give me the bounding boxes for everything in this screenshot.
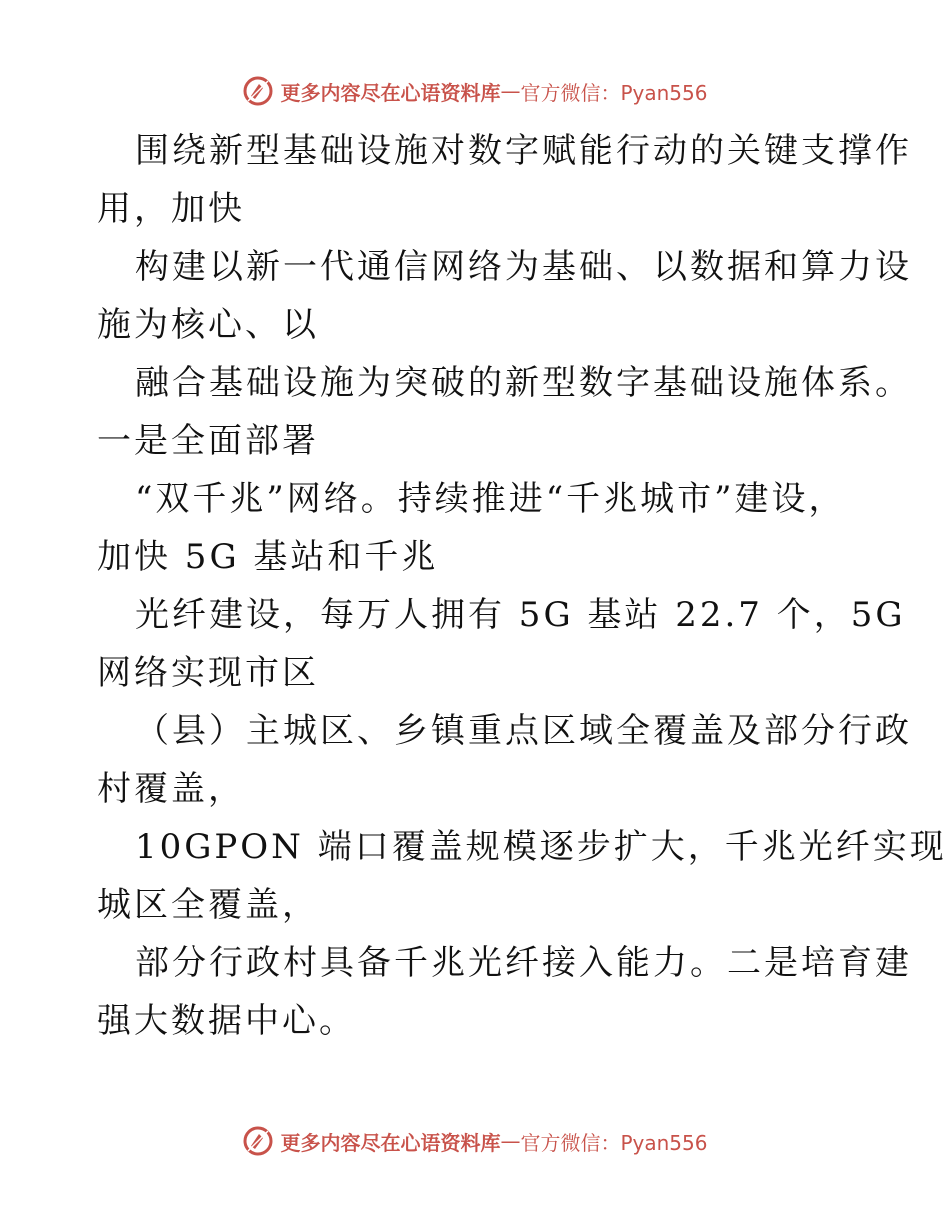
watermark-separator: — bbox=[500, 79, 521, 103]
paragraph bbox=[97, 470, 867, 586]
paragraph-line: 光纤建设，每万人拥有 5G 基站 22.7 个，5G bbox=[135, 595, 906, 635]
paragraph bbox=[97, 818, 947, 934]
paragraph-line: “双千兆”网络。持续推进“千兆城市”建设， bbox=[135, 479, 846, 519]
paragraph-line: 融合基础设施为突破的新型数字基础设施体系。 bbox=[135, 363, 912, 403]
document-body bbox=[97, 122, 947, 1050]
paragraph-line: 围绕新型基础设施对数字赋能行动的关键支撑作 bbox=[135, 131, 912, 171]
paragraph-line: （县）主城区、乡镇重点区域全覆盖及部分行政 bbox=[135, 711, 912, 751]
footer-watermark bbox=[0, 1121, 950, 1161]
paragraph-line: 一是全面部署 bbox=[97, 421, 319, 461]
watermark-text: 更多内容尽在心语资料库 bbox=[280, 1130, 501, 1155]
paragraph-line: 构建以新一代通信网络为基础、以数据和算力设 bbox=[135, 247, 912, 287]
watermark-contact: 官方微信：Pyan556 bbox=[520, 1130, 708, 1155]
paragraph bbox=[97, 934, 912, 1050]
header-watermark bbox=[0, 71, 950, 111]
paragraph-line: 用，加快 bbox=[97, 189, 245, 229]
paragraph-line: 城区全覆盖， bbox=[97, 885, 319, 925]
paragraph-line: 施为核心、以 bbox=[97, 305, 319, 345]
watermark-text: 更多内容尽在心语资料库 bbox=[280, 80, 501, 105]
brand-logo-icon bbox=[242, 1125, 274, 1157]
paragraph-line: 加快 5G 基站和千兆 bbox=[97, 537, 439, 577]
paragraph bbox=[97, 702, 912, 818]
paragraph bbox=[97, 122, 912, 238]
paragraph-line: 村覆盖， bbox=[97, 769, 245, 809]
paragraph-line: 网络实现市区 bbox=[97, 653, 319, 693]
watermark-separator: — bbox=[500, 1129, 521, 1153]
paragraph bbox=[97, 586, 906, 702]
paragraph bbox=[97, 354, 912, 470]
brand-logo-icon bbox=[242, 75, 274, 107]
watermark-contact: 官方微信：Pyan556 bbox=[520, 80, 708, 105]
paragraph-line: 部分行政村具备千兆光纤接入能力。二是培育建 bbox=[135, 943, 912, 983]
paragraph bbox=[97, 238, 912, 354]
paragraph-line: 强大数据中心。 bbox=[97, 1001, 356, 1041]
paragraph-line: 10GPON 端口覆盖规模逐步扩大，千兆光纤实现 bbox=[135, 827, 947, 867]
